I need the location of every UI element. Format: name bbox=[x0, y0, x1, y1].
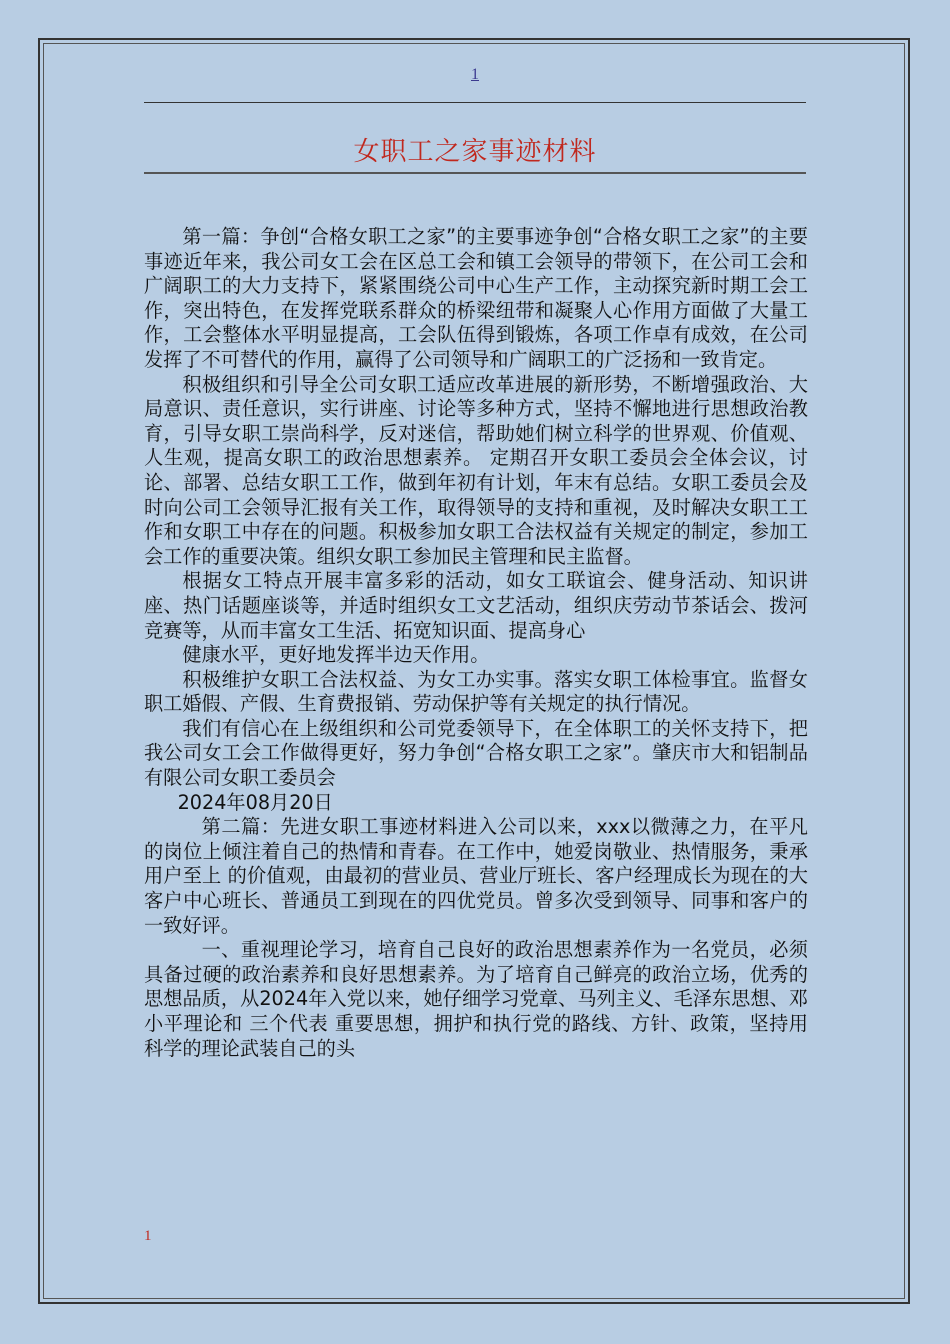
header-page-number: 1 bbox=[471, 66, 479, 83]
footer-page-number: 1 bbox=[144, 1228, 152, 1244]
header-rule bbox=[144, 102, 806, 103]
paragraph: 第一篇：争创“合格女职工之家”的主要事迹争创“合格女职工之家”的主要事迹近年来，我公司女工会在区总工会和镇工会领导的带领下，在公司工会和广阔职工的大力支持下，紧紧围绕公司中心生产工作，主动探究新时期工会工作，突出特色，在发挥党联系群众的桥梁纽带和凝聚人心作用方面做了大量工作，工会整体水平明显提高，工会队伍得到锻炼，各项工作卓有成效，在公司发挥了不可替代的作用，赢得了公司领导和广阔职工的广泛扬和一致肯定。 bbox=[144, 225, 808, 371]
document-date: 2024年08月20日 bbox=[177, 790, 333, 814]
paragraph: 我们有信心在上级组织和公司党委领导下，在全体职工的关怀支持下，把我公司女工会工作做得更好，努力争创“合格女职工之家”。肇庆市大和铝制品有限公司女职工委员会 bbox=[144, 716, 808, 790]
title-rule bbox=[144, 172, 806, 174]
section-one-paragraph: 一、重视理论学习，培育自己良好的政治思想素养作为一名党员，必须具备过硬的政治素养和良好思想素养。为了培育自己鲜亮的政治立场，优秀的思想品质，从2024年入党以来，她仔细学习党章、马列主义、毛泽东思想、邓小平理论和 三个代表 重要思想，拥护和执行党的路线、方针、政策，坚持用科学的理论武装自己的头 bbox=[144, 938, 808, 1060]
paragraph: 积极维护女职工合法权益、为女工办实事。落实女职工体检事宜。监督女职工婚假、产假、生育费报销、劳动保护等有关规定的执行情况。 bbox=[144, 667, 808, 716]
document-body bbox=[144, 225, 808, 1061]
paragraph: 根据女工特点开展丰富多彩的活动，如女工联谊会、健身活动、知识讲座、热门话题座谈等，并适时组织女工文艺活动，组织庆劳动节茶话会、拨河竞赛等，从而丰富女工生活、拓宽知识面、提高身心 bbox=[144, 569, 808, 642]
paragraph: 积极组织和引导全公司女职工适应改革进展的新形势，不断增强政治、大局意识、责任意识，实行讲座、讨论等多种方式，坚持不懈地进行思想政治教育，引导女职工崇尚科学，反对迷信，帮助她们树立科学的世界观、价值观、人生观，提高女职工的政治思想素养。 定期召开女职工委员会全体会议，讨论、部署、总结女职工工作，做到年初有计划，年末有总结。女职工委员会及时向公司工会领导汇报有关工作，取得领导的支持和重视，及时解决女职工工作和女职工中存在的问题。积极参加女职工合法权益有关规定的制定，参加工会工作的重要决策。组织女职工参加民主管理和民主监督。 bbox=[144, 372, 808, 568]
paragraph: 第二篇：先进女职工事迹材料进入公司以来，xxx以微薄之力，在平凡的岗位上倾注着自己的热情和青春。在工作中，她爱岗敬业、热情服务，秉承 用户至上 的价值观，由最初的营业员、营业厅班长、客户经理成长为现在的大客户中心班长、普通员工到现在的四优党员。曾多次受到领导、同事和客户的一致好评。 bbox=[144, 815, 808, 937]
paragraph: 健康水平，更好地发挥半边天作用。 bbox=[182, 643, 490, 667]
document-title: 女职工之家事迹材料 bbox=[353, 137, 597, 167]
